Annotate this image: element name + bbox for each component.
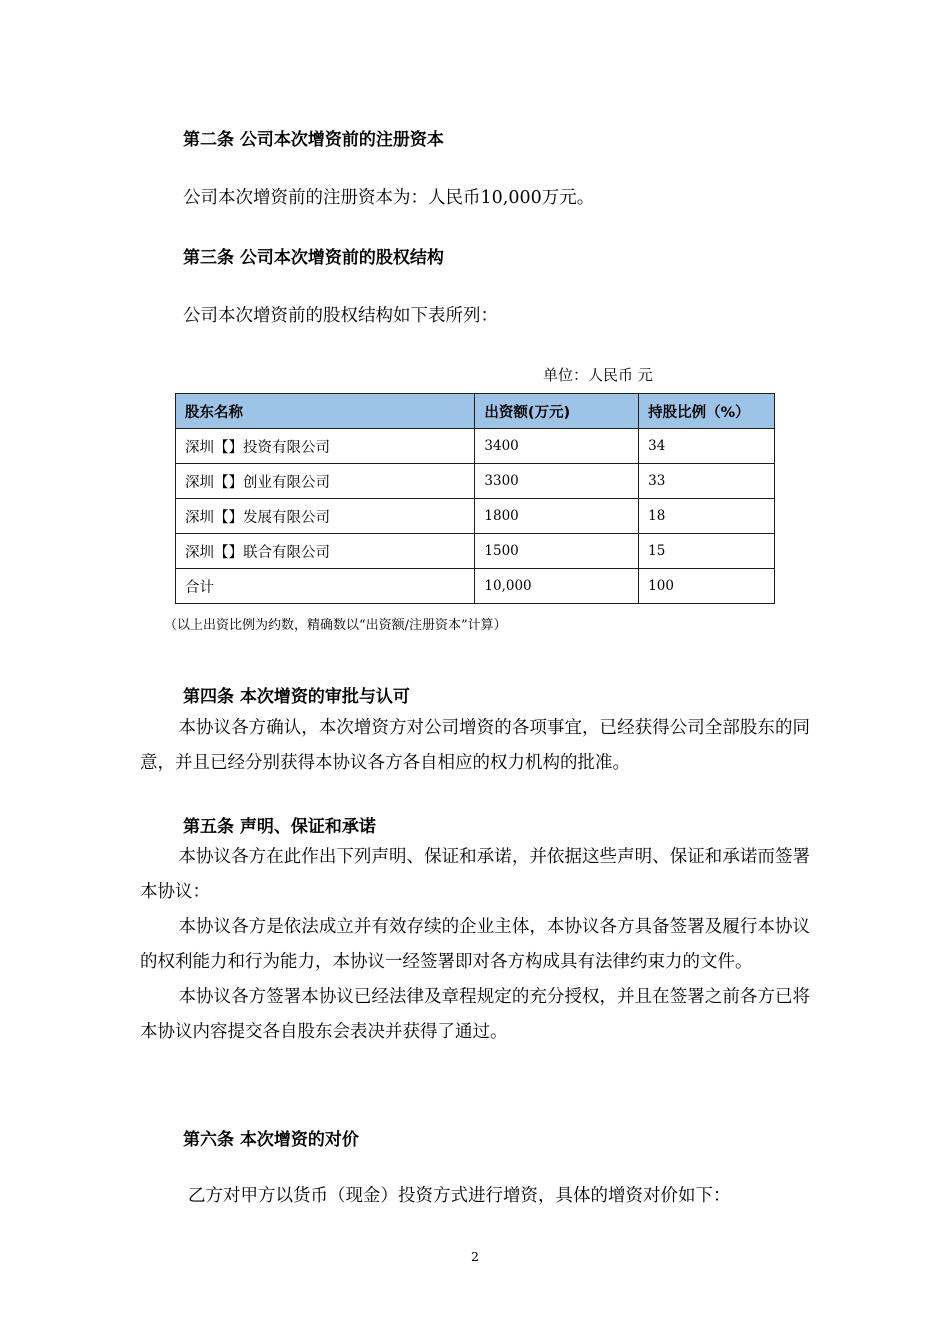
article-2-heading: 第二条 公司本次增资前的注册资本 <box>183 130 444 150</box>
table-cell-ratio: 33 <box>639 464 775 499</box>
table-cell-shareholder: 深圳【】联合有限公司 <box>176 534 475 569</box>
article-5-paragraph-1: 本协议各方在此作出下列声明、保证和承诺，并依据这些声明、保证和承诺而签署本协议： <box>140 847 810 902</box>
table-cell-contribution: 1500 <box>475 534 639 569</box>
table-cell-total-ratio: 100 <box>639 569 775 604</box>
table-row <box>176 429 775 464</box>
article-5-heading: 第五条 声明、保证和承诺 <box>183 817 376 837</box>
article-5-body <box>140 840 810 1050</box>
article-4-heading: 第四条 本次增资的审批与认可 <box>183 687 410 707</box>
article-5-paragraph-2: 本协议各方是依法成立并有效存续的企业主体，本协议各方具备签署及履行本协议的权利能力和行为能力，本协议一经签署即对各方构成具有法律约束力的文件。 <box>140 917 810 972</box>
unit-label: 单位：人民币 元 <box>543 366 653 384</box>
page-number: 2 <box>471 1249 479 1264</box>
table-footnote: （以上出资比例为约数，精确数以“出资额/注册资本”计算） <box>164 618 507 633</box>
table-cell-total-contribution: 10,000 <box>475 569 639 604</box>
table-cell-contribution: 3400 <box>475 429 639 464</box>
table-row <box>176 464 775 499</box>
column-header-ratio: 持股比例（%） <box>639 394 775 429</box>
equity-structure-table <box>175 393 775 604</box>
table-row <box>176 499 775 534</box>
article-3-text: 公司本次增资前的股权结构如下表所列： <box>183 306 498 326</box>
column-header-shareholder: 股东名称 <box>176 394 475 429</box>
article-4-paragraph: 本协议各方确认，本次增资方对公司增资的各项事宜，已经获得公司全部股东的同意，并且已经分别获得本协议各方各自相应的权力机构的批准。 <box>140 718 810 773</box>
table-total-row <box>176 569 775 604</box>
article-2-text: 公司本次增资前的注册资本为：人民币10,000万元。 <box>183 188 595 208</box>
table-cell-ratio: 18 <box>639 499 775 534</box>
table-cell-contribution: 3300 <box>475 464 639 499</box>
table-cell-shareholder: 深圳【】投资有限公司 <box>176 429 475 464</box>
article-4-body <box>140 711 810 781</box>
article-3-heading: 第三条 公司本次增资前的股权结构 <box>183 248 444 268</box>
table-cell-ratio: 15 <box>639 534 775 569</box>
table-cell-contribution: 1800 <box>475 499 639 534</box>
article-6-text: 乙方对甲方以货币（现金）投资方式进行增资，具体的增资对价如下： <box>188 1186 731 1206</box>
article-6-heading: 第六条 本次增资的对价 <box>183 1130 359 1150</box>
article-5-paragraph-3: 本协议各方签署本协议已经法律及章程规定的充分授权，并且在签署之前各方已将本协议内容提交各自股东会表决并获得了通过。 <box>140 987 810 1042</box>
table-cell-ratio: 34 <box>639 429 775 464</box>
table-cell-total-label: 合计 <box>176 569 475 604</box>
table-cell-shareholder: 深圳【】创业有限公司 <box>176 464 475 499</box>
table-row <box>176 534 775 569</box>
column-header-contribution: 出资额(万元) <box>475 394 639 429</box>
table-cell-shareholder: 深圳【】发展有限公司 <box>176 499 475 534</box>
table-header-row <box>176 394 775 429</box>
